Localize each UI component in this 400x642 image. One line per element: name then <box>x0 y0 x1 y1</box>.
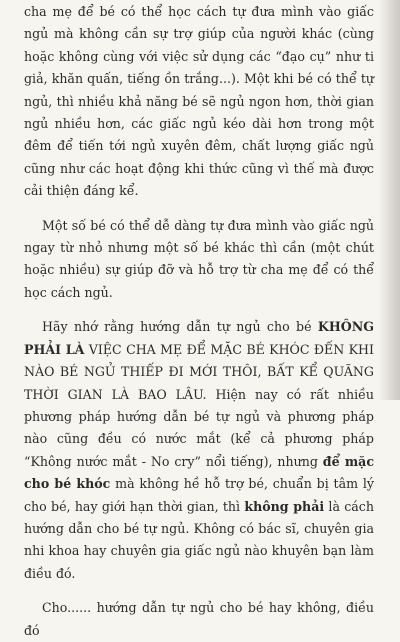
paragraph-p2 <box>24 215 374 305</box>
page-gutter-shadow <box>378 0 400 400</box>
page-body-text <box>24 1 374 638</box>
text-segment: Cho...... hướng dẫn tự ngủ cho bé hay không, điều đó <box>24 600 374 638</box>
text-segment: Một số bé có thể dễ dàng tự đưa mình vào giấc ngủ ngay từ nhỏ nhưng một số bé khác thì cần (một chút hoặc nhiều) sự giúp đỡ và hỗ trợ từ cha mẹ để có thể học cách ngủ. <box>24 217 374 300</box>
bold-text: không phải <box>244 498 325 514</box>
text-segment: cha mẹ để bé có thể học cách tự đưa mình vào giấc ngủ mà không cần sự trợ giúp của người khác (cùng hoặc không cùng với việc sử dụng các “đạo cụ” như ti giả, khăn quấn, tiếng ồn trắng...). Một khi bé có thể tự ngủ, thì nhiều khả năng bé sẽ ngủ ngon hơn, thời gian ngủ nhiều hơn, các giấc ngủ kéo dài hơn trong một đêm để tiến tới ngủ xuyên đêm, chất lượng giấc ngủ cũng như các hoạt động khi thức cũng vì thế mà được cải thiện đáng kể. <box>24 4 374 199</box>
bold-text: KHÔNG PHẢI LÀ <box>24 319 374 357</box>
bold-text: để mặc cho bé khóc <box>24 453 374 492</box>
paragraph-p4 <box>24 597 374 638</box>
text-segment: là cách hướng dẫn cho bé tự ngủ. Không có bác sĩ, chuyên gia nhi khoa hay chuyên gia giấc ngủ nào khuyên bạn làm điều đó. <box>24 498 374 581</box>
text-segment: mà không hề hỗ trợ bé, chuẩn bị tâm lý cho bé, hay giới hạn thời gian, thì <box>24 476 374 514</box>
text-segment: Hãy nhớ rằng hướng dẫn tự ngủ cho bé <box>42 319 318 335</box>
paragraph-p1 <box>24 1 374 203</box>
paragraph-p3 <box>24 316 374 585</box>
text-segment: VIỆC CHA MẸ ĐỂ MẶC BÉ KHÓC ĐẾN KHI NÀO BÉ NGỦ THIẾP ĐI MỚI THÔI, BẤT KỂ QUÃNG THỜI GIAN LÀ BAO LÂU. Hiện nay có rất nhiều phương pháp hướng dẫn bé tự ngủ và phương pháp nào cũng đều có nước mắt (kể cả phương pháp “Không nước mắt - No cry” nổi tiếng), nhưng <box>24 341 374 469</box>
